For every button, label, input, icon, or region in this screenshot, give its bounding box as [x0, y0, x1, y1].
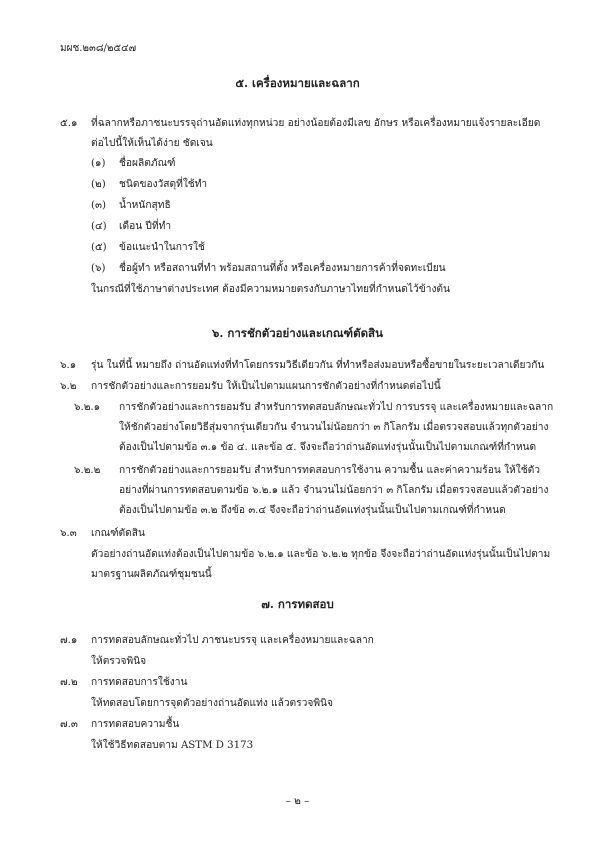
list-item-number: (๒) [91, 179, 106, 190]
language-note: ในกรณีที่ใช้ภาษาต่างประเทศ ต้องมีความหมายตรงกับภาษาไทยที่กำหนดไว้ข้างต้น [91, 284, 451, 295]
clause-6-3-title: เกณฑ์ตัดสิน [91, 528, 145, 539]
page-number: – ๒ – [285, 796, 310, 807]
list-item-text: ชนิดของวัสดุที่ใช้ทำ [119, 179, 208, 190]
clause-6-2-2-number: ๖.๒.๒ [74, 465, 101, 476]
clause-6-2-1-number: ๖.๒.๑ [74, 402, 101, 413]
clause-7-1-title: การทดสอบลักษณะทั่วไป ภาชนะบรรจุ และเครื่องหมายและฉลาก [91, 635, 374, 646]
clause-6-2-text: การชักตัวอย่างและการยอมรับ ให้เป็นไปตามแผนการชักตัวอย่างที่กำหนดต่อไปนี้ [91, 381, 441, 392]
section-5-heading: ๕. เครื่องหมายและฉลาก [235, 76, 360, 90]
list-item-text: ข้อแนะนำในการใช้ [119, 242, 205, 253]
list-item-number: (๕) [91, 242, 107, 253]
clause-6-1-text: รุ่น ในที่นี้ หมายถึง ถ่านอัดแท่งที่ทำโดยกรรมวิธีเดียวกัน ที่ทำหรือส่งมอบหรือซื้อขายในระยะเวลาเดียวกัน [91, 360, 545, 371]
clause-7-3-body: ให้ใช้วิธีทดสอบตาม ASTM D 3173 [91, 740, 254, 751]
clause-7-2-body: ให้ทดสอบโดยการจุดตัวอย่างถ่านอัดแท่ง แล้วตรวจพินิจ [91, 698, 333, 709]
clause-6-3-number: ๖.๓ [60, 528, 77, 539]
clause-6-2-1-line: ต้องเป็นไปตามข้อ ๓.๑ ข้อ ๔. และข้อ ๕. จึงจะถือว่าถ่านอัดแท่งรุ่นนั้นเป็นไปตามเกณฑ์ที่กำหนด [119, 442, 537, 453]
clause-5-1-number: ๕.๑ [60, 118, 78, 129]
clause-5-1-line: ต่อไปนี้ให้เห็นได้ง่าย ชัดเจน [91, 138, 213, 149]
clause-6-2-1-line: ให้ชักตัวอย่างโดยวิธีสุ่มจากรุ่นเดียวกัน จำนวนไม่น้อยกว่า ๓ กิโลกรัม เมื่อตรวจสอบแล้วทุกตัวอย่าง [119, 422, 549, 433]
clause-6-2-1-text [119, 398, 553, 458]
clause-6-2-2-line: อย่างที่ผ่านการทดสอบตามข้อ ๖.๒.๑ แล้ว จำนวนไม่น้อยกว่า ๓ กิโลกรัม เมื่อตรวจสอบแล้วตัวอย่าง [119, 485, 549, 496]
list-item-number: (๓) [91, 200, 106, 211]
list-item-text: ชื่อผู้ทำ หรือสถานที่ทำ พร้อมสถานที่ตั้ง หรือเครื่องหมายการค้าที่จดทะเบียน [119, 263, 446, 274]
clause-6-3-line: มาตรฐานผลิตภัณฑ์ชุมชนนี้ [91, 569, 212, 580]
clause-7-3-title: การทดสอบความชื้น [91, 719, 180, 730]
clause-7-2-number: ๗.๒ [60, 677, 78, 688]
section-7-heading: ๗. การทดสอบ [261, 597, 334, 611]
clause-6-2-2-text [119, 461, 548, 521]
list-item-number: (๔) [91, 221, 107, 232]
list-item-text: ชื่อผลิตภัณฑ์ [119, 158, 176, 169]
clause-6-3-text [91, 545, 550, 585]
clause-6-2-2-line: การชักตัวอย่างและการยอมรับ สำหรับการทดสอบการใช้งาน ความชื้น และค่าความร้อน ให้ใช้ตัว [119, 465, 541, 476]
document-id: มผช.๒๓๘/๒๕๔๗ [60, 43, 137, 54]
clause-5-1-text [91, 114, 540, 154]
clause-7-2-title: การทดสอบการใช้งาน [91, 677, 188, 688]
clause-6-1-number: ๖.๑ [60, 360, 77, 371]
section-6-heading: ๖. การชักตัวอย่างและเกณฑ์ตัดสิน [212, 326, 383, 340]
list-item-number: (๖) [91, 263, 106, 274]
clause-6-2-2-line: ต้องเป็นไปตามข้อ ๓.๒ ถึงข้อ ๓.๔ จึงจะถือว่าถ่านอัดแท่งรุ่นนั้นเป็นไปตามเกณฑ์ที่กำหนด [119, 505, 506, 516]
list-item-text: น้ำหนักสุทธิ [119, 200, 171, 211]
clause-6-2-1-line: การชักตัวอย่างและการยอมรับ สำหรับการทดสอบลักษณะทั่วไป การบรรจุ และเครื่องหมายและฉลาก [119, 402, 554, 413]
clause-6-3-line: ตัวอย่างถ่านอัดแท่งต้องเป็นไปตามข้อ ๖.๒.๑ และข้อ ๖.๒.๒ ทุกข้อ จึงจะถือว่าถ่านอัดแท่งรุ่นนั้นเป็นไปตาม [91, 549, 551, 560]
clause-7-1-body: ให้ตรวจพินิจ [91, 656, 147, 667]
clause-6-2-number: ๖.๒ [60, 381, 77, 392]
list-item-number: (๑) [91, 158, 106, 169]
clause-7-1-number: ๗.๑ [60, 635, 78, 646]
clause-5-1-line: ที่ฉลากหรือภาชนะบรรจุถ่านอัดแท่งทุกหน่วย อย่างน้อยต้องมีเลข อักษร หรือเครื่องหมายแจ้งรายละเอียด [91, 118, 541, 129]
clause-7-3-number: ๗.๓ [60, 719, 78, 730]
list-item-text: เดือน ปีที่ทำ [119, 221, 172, 232]
